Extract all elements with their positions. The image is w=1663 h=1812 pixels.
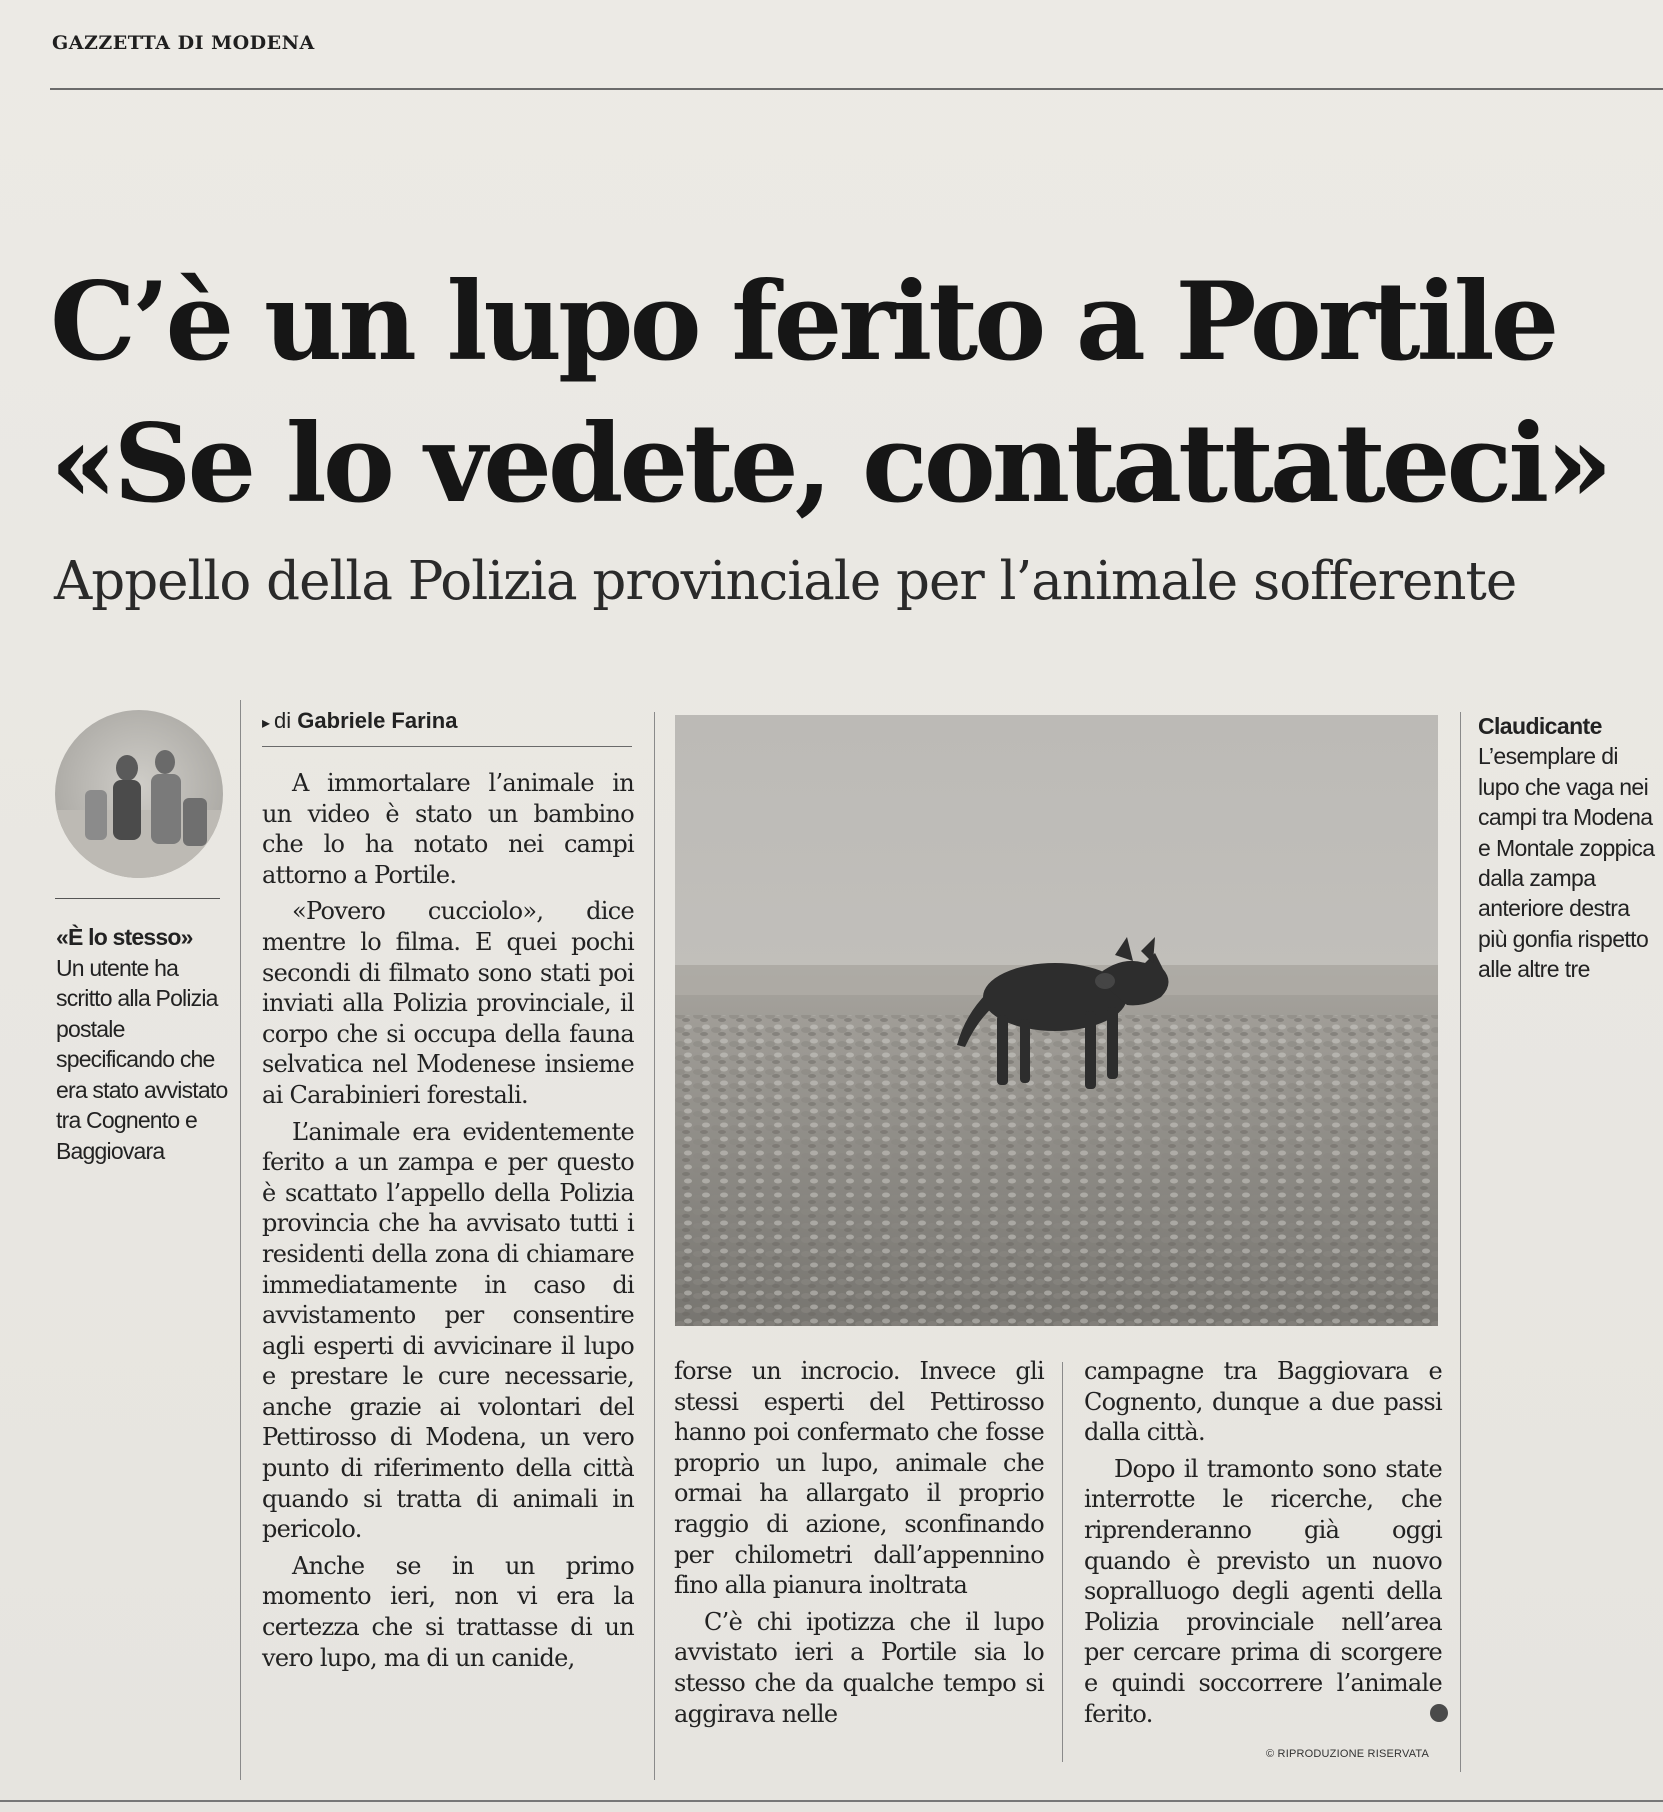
article-column-1	[262, 768, 634, 1679]
article-paragraph: Anche se in un primo momento ieri, non vi era la certezza che si trattasse di un vero lupo, ma di un canide,	[262, 1551, 634, 1672]
side-thumbnail-photo	[55, 710, 223, 878]
byline-rule	[262, 746, 632, 747]
photo-caption-title: Claudicante	[1478, 713, 1602, 739]
wolf-photo	[675, 715, 1438, 1326]
column-separator	[240, 700, 241, 1780]
article-end-dot-icon	[1430, 1704, 1448, 1722]
people-photo-illustration	[55, 710, 223, 878]
byline-marker-icon: ▸	[262, 715, 271, 732]
article-column-2	[674, 1356, 1044, 1735]
column-separator	[1062, 1362, 1063, 1762]
copyright-notice: © RIPRODUZIONE RISERVATA	[1266, 1748, 1430, 1760]
top-rule	[50, 88, 1663, 90]
article-paragraph: A immortalare l’animale in un video è stato un bambino che lo ha notato nei campi attorno a Portile.	[262, 769, 634, 889]
wolf-in-field-illustration	[675, 715, 1438, 1326]
article-column-3	[1084, 1356, 1442, 1735]
bottom-rule	[0, 1800, 1663, 1802]
headline-line-2: «Se lo vedete, contattateci»	[50, 401, 1609, 527]
column-separator	[1460, 712, 1461, 1772]
side-caption-text: Un utente ha scritto alla Polizia postale specificando che era stato avvistato tra Cognento e Baggiovara	[56, 954, 228, 1164]
byline-author: Gabriele Farina	[297, 708, 458, 733]
article-paragraph: forse un incrocio. Invece gli stessi esperti del Pettirosso hanno poi confermato che fosse proprio un lupo, animale che ormai ha allargato il proprio raggio di azione, sconfinando per chilometri dall’appennino fino alla pianura inoltrata	[674, 1357, 1044, 1600]
column-separator	[654, 712, 655, 1780]
subheadline: Appello della Polizia provinciale per l’animale sofferente	[54, 551, 1517, 612]
article-paragraph: «Povero cucciolo», dice mentre lo filma. E quei pochi secondi di filmato sono stati poi inviati alla Polizia provinciale, il corpo che si occupa della fauna selvatica nel Modenese insieme ai Carabinieri forestali.	[262, 897, 634, 1109]
side-caption-rule	[55, 898, 220, 899]
byline-prefix: di	[274, 708, 292, 733]
photo-caption-text: L’esemplare di lupo che vaga nei campi tra Modena e Montale zoppica dalla zampa anteriore destra più gonfia rispetto alle altre tre	[1478, 743, 1655, 983]
article-paragraph: campagne tra Baggiovara e Cognento, dunque a due passi dalla città.	[1084, 1357, 1442, 1447]
photo-caption	[1478, 711, 1658, 985]
article-paragraph: Dopo il tramonto sono state interrotte le ricerche, che riprenderanno già oggi quando è previsto un nuovo sopralluogo degli agenti della Polizia provinciale nell’area per cercare prima di scorgere e quindi soccorrere l’animale ferito.	[1084, 1454, 1442, 1728]
side-caption	[56, 922, 231, 1166]
headline-line-1: C’è un lupo ferito a Portile	[50, 259, 1556, 385]
byline	[262, 706, 457, 739]
article-paragraph: C’è chi ipotizza che il lupo avvistato ieri a Portile sia lo stesso che da qualche tempo si aggirava nelle	[674, 1607, 1044, 1728]
article-paragraph: L’animale era evidentemente ferito a un zampa e per questo è scattato l’appello della Polizia provincia che ha avvisato tutti i residenti della zona di chiamare immediatamente in caso di avvistamento per consentire agli esperti di avvicinare il lupo e prestare le cure necessarie, anche grazie ai volontari del Pettirosso di Modena, un vero punto di riferimento della città quando si tratta di animali in pericolo.	[262, 1117, 634, 1544]
side-caption-title: «È lo stesso»	[56, 924, 193, 950]
masthead: GAZZETTA DI MODENA	[52, 32, 315, 54]
